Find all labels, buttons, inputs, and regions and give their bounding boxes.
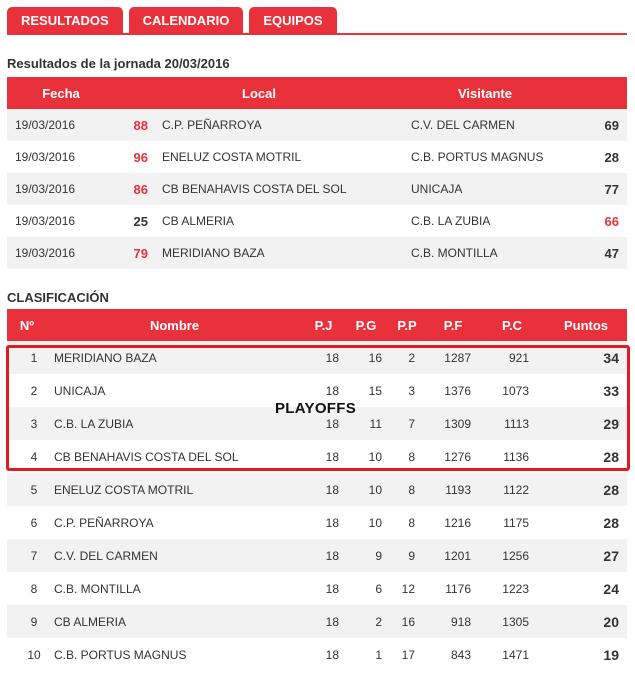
result-date: 19/03/2016 xyxy=(15,214,76,228)
header-nombre: Nombre xyxy=(47,309,302,341)
standings-pj: 18 xyxy=(302,341,345,374)
standings-pp: 16 xyxy=(387,605,427,638)
standings-pj: 18 xyxy=(325,581,339,596)
standings-pos: 5 xyxy=(7,473,47,506)
nav-tabs xyxy=(7,7,337,35)
standings-pc: 1256 xyxy=(479,539,545,572)
standings-pts: 20 xyxy=(545,605,627,638)
standings-pc: 921 xyxy=(479,341,545,374)
standings-pp: 7 xyxy=(387,407,427,440)
standings-team: C.B. LA ZUBIA xyxy=(47,407,302,440)
standings-pj: 18 xyxy=(302,473,345,506)
results-title: Resultados de la jornada 20/03/2016 xyxy=(7,56,230,71)
result-home-team: CB ALMERIA xyxy=(162,214,235,228)
standings-pts: 24 xyxy=(603,580,619,597)
standings-pj: 18 xyxy=(325,647,339,662)
standings-pj: 18 xyxy=(325,449,339,464)
standings-pg: 2 xyxy=(345,605,387,638)
result-date: 19/03/2016 xyxy=(7,109,115,141)
standings-pos: 9 xyxy=(7,605,47,638)
standings-pf: 1176 xyxy=(445,581,471,596)
standings-pg: 10 xyxy=(345,473,387,506)
standings-pts: 28 xyxy=(603,514,619,531)
result-home-team: ENELUZ COSTA MOTRIL xyxy=(162,150,302,164)
standings-pg: 9 xyxy=(345,539,387,572)
result-away-team: C.B. MONTILLA xyxy=(403,237,587,269)
standings-pc: 1471 xyxy=(502,647,529,662)
standings-pts: 33 xyxy=(603,382,619,399)
result-date: 19/03/2016 xyxy=(7,173,115,205)
result-home-score: 88 xyxy=(115,109,153,141)
standings-pos: 7 xyxy=(7,539,47,572)
header-visitante: Visitante xyxy=(403,77,627,109)
standings-pg: 10 xyxy=(368,449,382,464)
standings-header-row xyxy=(7,309,627,341)
standings-pj: 18 xyxy=(325,383,339,398)
standings-pg: 16 xyxy=(345,341,387,374)
standings-pf: 918 xyxy=(427,605,479,638)
standings-pts: 27 xyxy=(545,539,627,572)
playoffs-label: PLAYOFFS xyxy=(275,400,357,417)
standings-pj: 18 xyxy=(302,539,345,572)
standings-pf: 1276 xyxy=(444,449,471,464)
results-table xyxy=(7,77,627,269)
standings-team: C.B. MONTILLA xyxy=(54,581,141,596)
standings-pc: 1136 xyxy=(503,449,529,464)
result-date: 19/03/2016 xyxy=(15,150,76,164)
standings-pf: 1287 xyxy=(427,341,479,374)
tabs-underline xyxy=(7,33,627,35)
standings-pc: 1305 xyxy=(479,605,545,638)
standings-pos: 1 xyxy=(7,341,47,374)
standings-title: CLASIFICACIÓN xyxy=(7,290,109,305)
standings-pp: 8 xyxy=(408,515,415,530)
result-home-score: 79 xyxy=(115,237,153,269)
standings-row xyxy=(7,539,627,572)
result-row xyxy=(7,173,627,205)
standings-pg: 11 xyxy=(345,407,387,440)
standings-pj: 18 xyxy=(302,407,345,440)
standings-pos: 4 xyxy=(30,449,38,464)
standings-pf: 1193 xyxy=(427,473,479,506)
header-pp: P.P xyxy=(387,309,427,341)
tab-equipos[interactable]: EQUIPOS xyxy=(249,7,336,35)
standings-pf: 1376 xyxy=(444,383,471,398)
result-away-score: 66 xyxy=(604,213,620,229)
standings-pg: 6 xyxy=(375,581,382,596)
header-fecha: Fecha xyxy=(7,77,115,109)
result-row xyxy=(7,205,627,237)
standings-pp: 8 xyxy=(408,449,415,464)
standings-team: CB ALMERIA xyxy=(47,605,302,638)
standings-pos: 8 xyxy=(30,581,38,596)
result-away-team: UNICAJA xyxy=(403,173,587,205)
result-away-score: 69 xyxy=(587,109,627,141)
standings-row xyxy=(7,506,627,539)
header-pf: P.F xyxy=(427,309,479,341)
result-home-score: 25 xyxy=(133,213,148,229)
standings-team: CB BENAHAVIS COSTA DEL SOL xyxy=(54,449,239,464)
standings-pc: 1175 xyxy=(503,515,529,530)
standings-pos: 3 xyxy=(7,407,47,440)
standings-pg: 15 xyxy=(368,383,382,398)
standings-team: MERIDIANO BAZA xyxy=(47,341,302,374)
header-pj: P.J xyxy=(302,309,345,341)
standings-pp: 8 xyxy=(387,473,427,506)
standings-row xyxy=(7,638,627,671)
header-local: Local xyxy=(115,77,403,109)
standings-team: C.B. PORTUS MAGNUS xyxy=(54,647,187,662)
standings-pos: 2 xyxy=(30,383,38,398)
standings-pts: 29 xyxy=(545,407,627,440)
standings-team: UNICAJA xyxy=(54,383,106,398)
standings-pp: 12 xyxy=(401,581,415,596)
standings-pts: 34 xyxy=(545,341,627,374)
result-home-team: MERIDIANO BAZA xyxy=(153,237,403,269)
standings-pg: 1 xyxy=(375,647,382,662)
standings-pts: 28 xyxy=(603,448,619,465)
result-row xyxy=(7,109,627,141)
standings-pts: 19 xyxy=(603,646,619,663)
standings-table xyxy=(7,309,627,671)
standings-pg: 10 xyxy=(368,515,382,530)
result-home-team: CB BENAHAVIS COSTA DEL SOL xyxy=(153,173,403,205)
standings-pc: 1122 xyxy=(479,473,545,506)
standings-pc: 1223 xyxy=(502,581,529,596)
result-away-score: 47 xyxy=(587,237,627,269)
standings-pj: 18 xyxy=(325,515,339,530)
results-header-row xyxy=(7,77,627,109)
standings-pc: 1073 xyxy=(502,383,529,398)
standings-pts: 28 xyxy=(545,473,627,506)
standings-pc: 1113 xyxy=(479,407,545,440)
standings-row xyxy=(7,605,627,638)
result-away-score: 77 xyxy=(587,173,627,205)
standings-team: C.V. DEL CARMEN xyxy=(47,539,302,572)
standings-row xyxy=(7,572,627,605)
result-home-team: C.P. PEÑARROYA xyxy=(153,109,403,141)
standings-pf: 1201 xyxy=(427,539,479,572)
result-row xyxy=(7,141,627,173)
standings-pos: 6 xyxy=(30,515,38,530)
standings-pp: 9 xyxy=(387,539,427,572)
result-away-team: C.B. PORTUS MAGNUS xyxy=(411,150,544,164)
tab-calendario[interactable]: CALENDARIO xyxy=(129,7,244,35)
standings-pp: 2 xyxy=(387,341,427,374)
standings-pp: 17 xyxy=(401,647,415,662)
header-num: Nº xyxy=(7,309,47,341)
result-row xyxy=(7,237,627,269)
result-home-score: 96 xyxy=(133,149,148,165)
result-home-score: 86 xyxy=(115,173,153,205)
standings-pos: 10 xyxy=(27,647,41,662)
tab-resultados[interactable]: RESULTADOS xyxy=(7,7,123,35)
standings-team: C.P. PEÑARROYA xyxy=(54,515,154,530)
standings-pf: 1309 xyxy=(427,407,479,440)
header-pc: P.C xyxy=(479,309,545,341)
header-puntos: Puntos xyxy=(545,309,627,341)
standings-team: ENELUZ COSTA MOTRIL xyxy=(47,473,302,506)
standings-row xyxy=(7,473,627,506)
standings-row xyxy=(7,341,627,374)
result-away-team: C.V. DEL CARMEN xyxy=(403,109,587,141)
standings-pf: 1216 xyxy=(444,515,471,530)
header-pg: P.G xyxy=(345,309,387,341)
result-date: 19/03/2016 xyxy=(7,237,115,269)
standings-pf: 843 xyxy=(450,647,471,662)
result-away-score: 28 xyxy=(604,149,620,165)
standings-row xyxy=(7,440,627,473)
result-away-team: C.B. LA ZUBIA xyxy=(411,214,491,228)
standings-pj: 18 xyxy=(302,605,345,638)
standings-pp: 3 xyxy=(408,383,415,398)
